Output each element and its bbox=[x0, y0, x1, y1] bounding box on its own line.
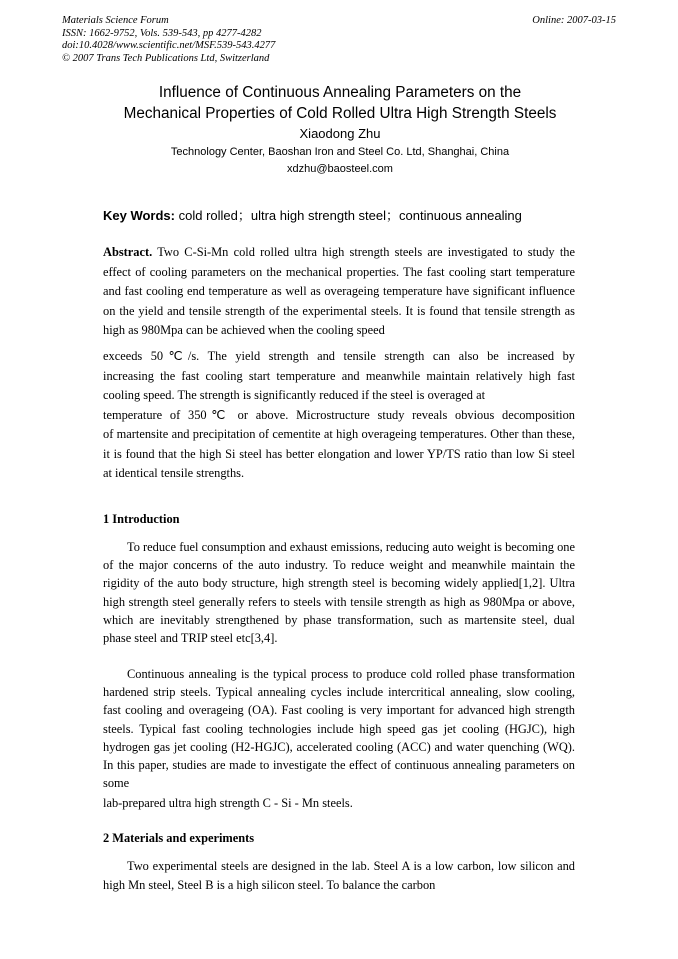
author-email: xdzhu@baosteel.com bbox=[287, 163, 393, 175]
materials-paragraph-1: Two experimental steels are designed in the lab. Steel A is a low carbon, low silicon and high Mn steel, Steel B is a high silicon steel. To balance the carbon bbox=[103, 859, 575, 892]
doi-line: doi:10.4028/www.scientific.net/MSF.539-543.4277 bbox=[62, 40, 276, 51]
author-name: Xiaodong Zhu bbox=[299, 126, 381, 141]
intro-paragraph-1: To reduce fuel consumption and exhaust emissions, reducing auto weight is becoming one of the major concerns of the auto industry. To reduce weight and meanwhile maintain the rigidity of the auto body structure, high strength steel is becoming widely applied[1,2]. Ultra high strength steel generally refers to steels with tensile strength as high as 980Mpa or above, which are inevitably strengthened by phase transformation, such as martensite steel, dual phase steel and TRIP steel etc[3,4]. bbox=[103, 540, 575, 646]
journal-name: Materials Science Forum bbox=[62, 15, 169, 26]
abstract-part-5: of martensite and precipitation of cementite at high overageing temperatures. Other than these, it is found that the high Si steel has better elongation and lower YP/TS ratio than low Si steel at identical tensile strengths. bbox=[103, 427, 575, 480]
abstract-part-1: Two C-Si-Mn cold rolled ultra high strength steels are investigated to study the effect of cooling parameters on the mechanical properties. The fast cooling start temperature and fast cooling end temperature as well as overageing temperature have significant influence on the yield and tensile strength of the experimental steels. It is found that tensile strength as high as 980Mpa can be achieved when the cooling speed bbox=[103, 245, 575, 337]
abstract bbox=[103, 243, 575, 484]
title-line-2: Mechanical Properties of Cold Rolled Ultra High Strength Steels bbox=[123, 105, 557, 122]
intro-paragraph-2-last-line: lab-prepared ultra high strength C - Si - Mn steels. bbox=[103, 796, 353, 810]
title-line-1: Influence of Continuous Annealing Parameters on the bbox=[158, 84, 522, 101]
abstract-part-3: increasing the fast cooling start temperature and meanwhile maintain relatively high fast cooling speed. The strength is significantly reduced if the steel is overaged at bbox=[103, 368, 575, 402]
issn-line: ISSN: 1662-9752, Vols. 539-543, pp 4277-4282 bbox=[62, 27, 262, 39]
section-heading-materials: 2 Materials and experiments bbox=[103, 831, 255, 845]
abstract-part-4: temperature of 350℃ or above. Microstructure study reveals obvious decomposition bbox=[103, 407, 575, 422]
keywords-label: Key Words: bbox=[103, 208, 175, 223]
keywords-text: cold rolled；ultra high strength steel；continuous annealing bbox=[175, 208, 522, 223]
paper-title bbox=[60, 82, 620, 124]
copyright-line: © 2007 Trans Tech Publications Ltd, Switzerland bbox=[62, 52, 270, 64]
abstract-label: Abstract. bbox=[103, 245, 153, 259]
abstract-part-2: exceeds 50℃/s. The yield strength and tensile strength can also be increased by bbox=[103, 349, 575, 363]
journal-header bbox=[62, 15, 482, 65]
intro-paragraph-2: Continuous annealing is the typical process to produce cold rolled phase transformation hardened strip steels. Typical annealing cycles include intercritical annealing, slow cooling, fast cooling and overageing (OA). Fast cooling is very important for advanced high strength steels. Typical fast cooling technologies include high speed gas jet cooling (HGJC), high hydrogen gas jet cooling (H2-HGJC), accelerated cooling (ACC) and water quenching (WQ). In this paper, studies are made to investigate the effect of continuous annealing parameters on some bbox=[103, 667, 575, 791]
affiliation: Technology Center, Baoshan Iron and Steel Co. Ltd, Shanghai, China bbox=[170, 146, 510, 158]
online-date: Online: 2007-03-15 bbox=[532, 15, 616, 26]
keywords bbox=[103, 208, 583, 224]
section-heading-introduction: 1 Introduction bbox=[103, 512, 180, 526]
